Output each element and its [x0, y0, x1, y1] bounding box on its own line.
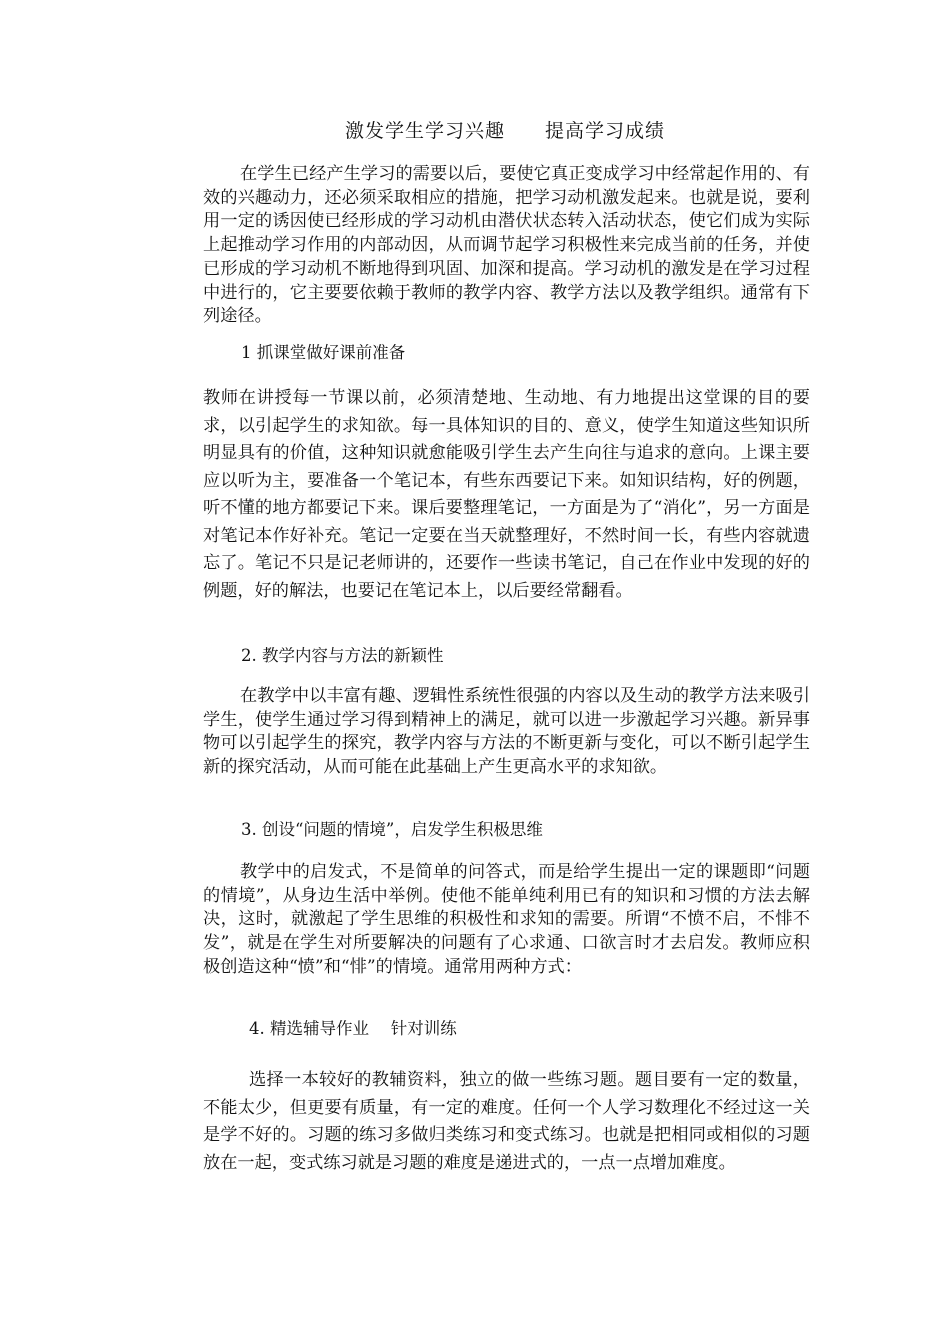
section-1-heading: 1 抓课堂做好课前准备 [241, 343, 406, 362]
document-title: 激发学生学习兴趣 提高学习成绩 [344, 120, 665, 142]
section-1-body: 教师在讲授每一节课以前，必须清楚地、生动地、有力地提出这堂课的目的要求，以引起学生的求知欲。每一具体知识的目的、意义，使学生知道这些知识所明显具有的价值，这种知识就愈能吸引学生去产生向往与追求的意向。上课主要应以听为主，要准备一个笔记本，有些东西要记下来。如知识结构，好的例题，听不懂的地方都要记下来。课后要整理笔记，一方面是为了“消化”，另一方面是对笔记本作好补充。笔记一定要在当天就整理好，不然时间一长，有些内容就遗忘了。笔记不只是记老师讲的，还要作一些读书笔记，自己在作业中发现的好的例题，好的解法，也要记在笔记本上，以后要经常翻看。 [203, 388, 810, 601]
intro-paragraph: 在学生已经产生学习的需要以后，要使它真正变成学习中经常起作用的、有效的兴趣动力，还必须采取相应的措施，把学习动机激发起来。也就是说，要利用一定的诱因使已经形成的学习动机由潜伏状态转入活动状态，使它们成为实际上起推动学习作用的内部动因，从而调节起学习积极性来完成当前的任务，并使已形成的学习动机不断地得到巩固、加深和提高。学习动机的激发是在学习过程中进行的，它主要要依赖于教师的教学内容、教学方法以及教学组织。通常有下列途径。 [203, 164, 810, 327]
section-2-heading: 2. 教学内容与方法的新颖性 [241, 646, 444, 665]
section-4-body: 选择一本较好的教辅资料，独立的做一些练习题。题目要有一定的数量，不能太少，但更要有质量，有一定的难度。任何一个人学习数理化不经过这一关是学不好的。习题的练习多做归类练习和变式练习。也就是把相同或相似的习题放在一起，变式练习就是习题的难度是递进式的，一点一点增加难度。 [203, 1070, 810, 1173]
section-2-body: 在教学中以丰富有趣、逻辑性系统性很强的内容以及生动的教学方法来吸引学生，使学生通过学习得到精神上的满足，就可以进一步激起学习兴趣。新异事物可以引起学生的探究，教学内容与方法的不断更新与变化，可以不断引起学生新的探究活动，从而可能在此基础上产生更高水平的求知欲。 [203, 686, 810, 778]
section-3-body: 教学中的启发式，不是简单的问答式，而是给学生提出一定的课题即“问题的情境”，从身边生活中举例。使他不能单纯利用已有的知识和习惯的方法去解决，这时，就激起了学生思维的积极性和求知的需要。所谓“不愤不启，不悱不发”，就是在学生对所要解决的问题有了心求通、口欲言时才去启发。教师应积极创造这种“愤”和“悱”的情境。通常用两种方式： [203, 862, 810, 977]
section-3-heading: 3. 创设“问题的情境”，启发学生积极思维 [241, 820, 543, 839]
section-4-heading: 4. 精选辅导作业 针对训练 [249, 1019, 457, 1038]
